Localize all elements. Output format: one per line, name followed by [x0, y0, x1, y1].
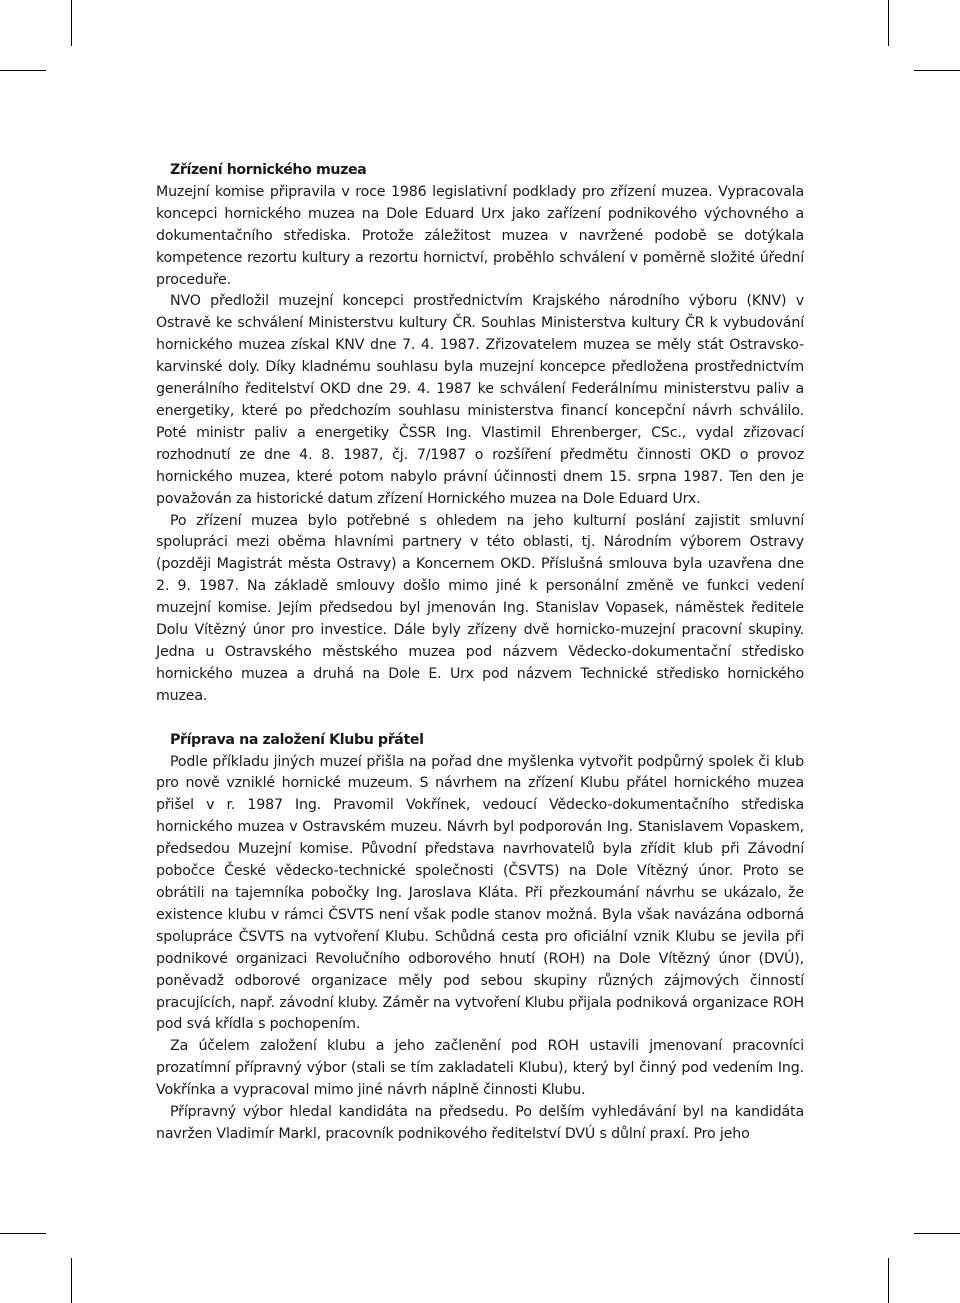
crop-mark-right-bottom — [914, 1233, 960, 1234]
crop-mark-left-bottom — [0, 1233, 46, 1234]
crop-mark-bottom-left — [71, 1258, 72, 1303]
paragraph: Za účelem založení klubu a jeho začlenění pod ROH ustavili jmenovaní pracovníci prozatímní přípravný výbor (stali se tím zakladateli Klubu), který byl činný pod vedením Ing. Vokřínka a vypracoval mimo jiné návrh náplně činnosti Klubu. — [156, 1038, 804, 1099]
crop-mark-right-top — [914, 70, 960, 71]
crop-mark-left-top — [0, 70, 46, 71]
paragraph: Podle příkladu jiných muzeí přišla na pořad dne myšlenka vytvořit podpůrný spolek či klub pro nově vzniklé hornické muzeum. S návrhem na zřízení Klubu přátel hornického muzea přišel v r. 1987 Ing. Pravomil Vokřínek, vedoucí Vědecko-dokumentačního střediska hornického muzea v Ostravském muzeu. Návrh byl podporován Ing. Stanislavem Vopaskem, předsedou Muzejní komise. Původní představa navrhovatelů byla zřídit klub při Závodní pobočce České vědecko-technické společnosti (ČSVTS) na Dole Vítězný únor. Proto se obrátili na tajemníka pobočky Ing. Jaroslava Kláta. Při přezkoumání návrhu se ukázalo, že existence klubu v rámci ČSVTS není však podle stanov možná. Byla však navázána odborná spolupráce ČSVTS na vytvoření Klubu. Schůdná cesta pro oficiální vznik Klubu se jevila při podnikové organizaci Revolučního odborového hnutí (ROH) na Dole Vítězný únor (DVÚ), poněvadž odborové organizace měly pod sebou skupiny různých zájmových činností pracujících, např. závodní kluby. Záměr na vytvoření Klubu přijala podniková organizace ROH pod svá křídla s pochopením. — [156, 753, 804, 1033]
crop-mark-top-right — [888, 0, 889, 46]
section-heading: Zřízení hornického muzea — [170, 162, 367, 178]
crop-mark-bottom-right — [888, 1258, 889, 1303]
paragraph: Přípravný výbor hledal kandidáta na předsedu. Po delším vyhledávání byl na kandidáta navržen Vladimír Markl, pracovník podnikového ředitelství DVÚ s důlní praxí. Pro jeho — [156, 1104, 804, 1142]
document-body — [156, 160, 804, 1146]
crop-mark-top-left — [71, 0, 72, 46]
paragraph: Po zřízení muzea bylo potřebné s ohledem na jeho kulturní poslání zajistit smluvní spolupráci mezi oběma hlavními partnery v této oblasti, tj. Národním výborem Ostravy (později Magistrát města Ostravy) a Koncernem OKD. Příslušná smlouva byla uzavřena dne 2. 9. 1987. Na základě smlouvy došlo mimo jiné k personální změně ve funkci vedení muzejní komise. Jejím předsedou byl jmenován Ing. Stanislav Vopasek, náměstek ředitele Dolu Vítězný únor pro investice. Dále byly zřízeny dvě hornicko-muzejní pracovní skupiny. Jedna u Ostravského městského muzea pod názvem Vědecko-dokumentační středisko hornického muzea a druhá na Dole E. Urx pod názvem Technické středisko hornického muzea. — [156, 512, 804, 704]
paragraph: NVO předložil muzejní koncepci prostřednictvím Krajského národního výboru (KNV) v Ostravě ke schválení Ministerstvu kultury ČR. Souhlas Ministerstva kultury ČR k vybudování hornického muzea získal KNV dne 7. 4. 1987. Zřizovatelem muzea se měly stát Ostravsko-karvinské doly. Díky kladnému souhlasu byla muzejní koncepce předložena prostřednictvím generálního ředitelství OKD dne 29. 4. 1987 ke schválení Federálnímu ministerstvu paliv a energetiky, které po předchozím souhlasu ministerstva financí koncepční návrh schválilo. Poté ministr paliv a energetiky ČSSR Ing. Vlastimil Ehrenberger, CSc., vydal zřizovací rozhodnutí ze dne 4. 8. 1987, čj. 7/1987 o rozšíření předmětu činnosti OKD o provoz hornického muzea, které potom nabylo právní účinnosti dnem 15. srpna 1987. Ten den je považován za historické datum zřízení Hornického muzea na Dole Eduard Urx. — [156, 293, 804, 507]
paragraph: Muzejní komise připravila v roce 1986 legislativní podklady pro zřízení muzea. Vypracovala koncepci hornického muzea na Dole Eduard Urx jako zařízení podnikového výchovného a dokumentačního střediska. Protože záležitost muzea v navržené podobě se dotýkala kompetence rezortu kultury a rezortu hornictví, proběhlo schválení v poměrně složité úřední proceduře. — [156, 183, 804, 288]
section-heading: Příprava na založení Klubu přátel — [170, 731, 424, 748]
section-spacer — [156, 708, 804, 730]
